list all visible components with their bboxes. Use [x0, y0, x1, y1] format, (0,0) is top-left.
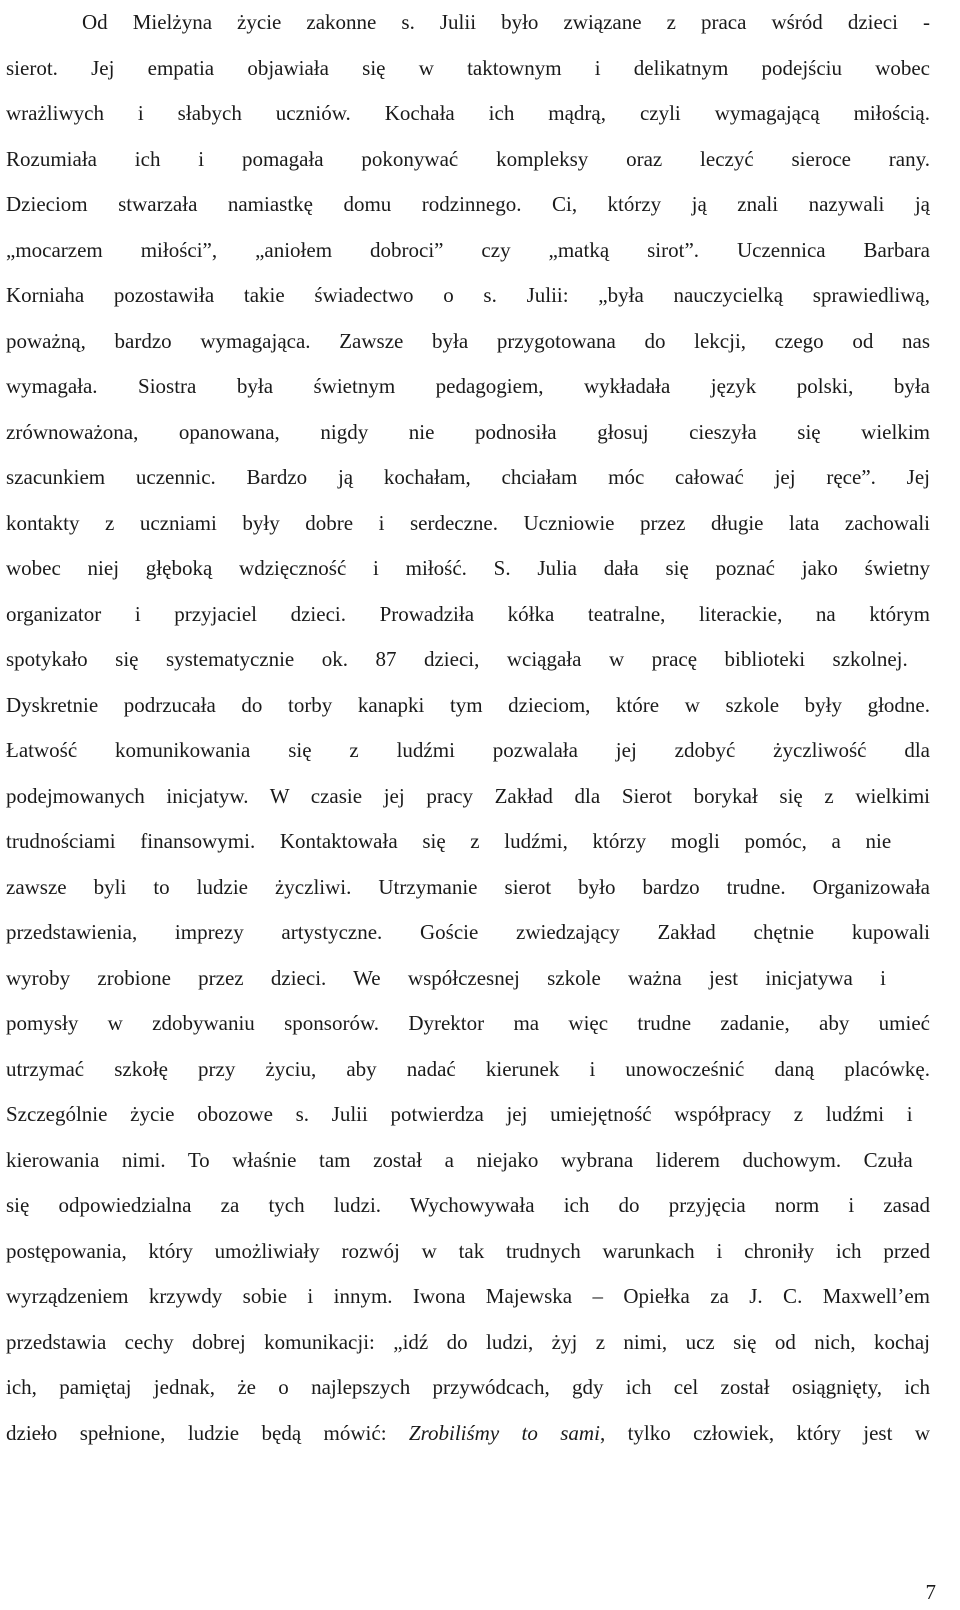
text-line: „mocarzem miłości”, „aniołem dobroci” czy „matką sirot”. Uczennica Barbara — [6, 237, 930, 262]
text-line: wymagała. Siostra była świetnym pedagogiem, wykładała język polski, była — [6, 374, 930, 398]
text-line: kontakty z uczniami były dobre i serdeczne. Uczniowie przez długie lata zachowali — [6, 510, 930, 535]
text-line: wobec niej głęboką wdzięczność i miłość. S. Julia dała się poznać jako świetny — [6, 556, 930, 580]
text-line-last — [6, 1411, 930, 1457]
text-line: ich, pamiętaj jednak, że o najlepszych przywódcach, gdy ich cel został osiągnięty, ich — [6, 1375, 930, 1399]
text-line: Korniaha pozostawiła takie świadectwo o s. Julii: „była nauczycielką sprawiedliwą, — [6, 283, 930, 307]
text-line: sierot. Jej empatia objawiała się w taktownym i delikatnym podejściu wobec — [6, 55, 930, 80]
text-line: Szczególnie życie obozowe s. Julii potwierdza jej umiejętność współpracy z ludźmi i — [6, 1102, 913, 1126]
text-line: Dyskretnie podrzucała do torby kanapki tym dzieciom, które w szkole były głodne. — [6, 692, 930, 717]
italic-quote: Zrobiliśmy to sami — [408, 1420, 600, 1445]
text-line: wrażliwych i słabych uczniów. Kochała ich mądrą, czyli wymagającą miłością. — [6, 101, 930, 125]
text-line: trudnościami finansowymi. Kontaktowała się z ludźmi, którzy mogli pomóc, a nie — [6, 829, 892, 853]
text-line: przedstawia cechy dobrej komunikacji: „idź do ludzi, żyj z nimi, ucz się od nich, kochaj — [6, 1329, 930, 1354]
last-line-end: , tylko człowiek, który jest w — [599, 1420, 930, 1445]
text-line: przedstawienia, imprezy artystyczne. Goście zwiedzający Zakład chętnie kupowali — [6, 920, 930, 944]
text-line: wyrządzeniem krzywdy sobie i innym. Iwona Majewska – Opiełka za J. C. Maxwell’em — [6, 1284, 930, 1308]
last-line-start: dzieło spełnione, ludzie będą mówić: — [6, 1420, 409, 1445]
text-line: podejmowanych inicjatyw. W czasie jej pracy Zakład dla Sierot borykał się z wielkimi — [6, 783, 930, 808]
text-line: organizator i przyjaciel dzieci. Prowadziła kółka teatralne, literackie, na którym — [6, 601, 930, 626]
text-line: kierowania nimi. To właśnie tam został a niejako wybrana liderem duchowym. Czuła — [6, 1147, 913, 1172]
text-line: Rozumiała ich i pomagała pokonywać kompleksy oraz leczyć sieroce rany. — [6, 146, 930, 171]
text-line: postępowania, który umożliwiały rozwój w tak trudnych warunkach i chroniły ich przed — [6, 1238, 930, 1263]
text-line: spotykało się systematycznie ok. 87 dzieci, wciągała w pracę biblioteki szkolnej. — [6, 647, 908, 671]
text-line: utrzymać szkołę przy życiu, aby nadać kierunek i unowocześnić daną placówkę. — [6, 1056, 930, 1081]
text-line: Od Mielżyna życie zakonne s. Julii było związane z praca wśród dzieci - — [82, 10, 930, 34]
text-line: Łatwość komunikowania się z ludźmi pozwalała jej zdobyć życzliwość dla — [6, 738, 930, 762]
text-line: się odpowiedzialna za tych ludzi. Wychowywała ich do przyjęcia norm i zasad — [6, 1193, 930, 1217]
text-line: wyroby zrobione przez dzieci. We współczesnej szkole ważna jest inicjatywa i — [6, 965, 886, 990]
text-line: zawsze byli to ludzie życzliwi. Utrzymanie sierot było bardzo trudne. Organizowała — [6, 874, 930, 899]
text-line: zrównoważona, opanowana, nigdy nie podnosiła głosuj cieszyła się wielkim — [6, 419, 930, 444]
body-paragraph — [6, 0, 930, 1456]
text-line: szacunkiem uczennic. Bardzo ją kochałam, chciałam móc całować jej ręce”. Jej — [6, 465, 930, 489]
text-line: poważną, bardzo wymagająca. Zawsze była przygotowana do lekcji, czego od nas — [6, 328, 930, 353]
page-number: 7 — [925, 1580, 936, 1604]
text-line: Dzieciom stwarzała namiastkę domu rodzinnego. Ci, którzy ją znali nazywali ją — [6, 192, 930, 216]
text-line: pomysły w zdobywaniu sponsorów. Dyrektor ma więc trudne zadanie, aby umieć — [6, 1011, 930, 1035]
